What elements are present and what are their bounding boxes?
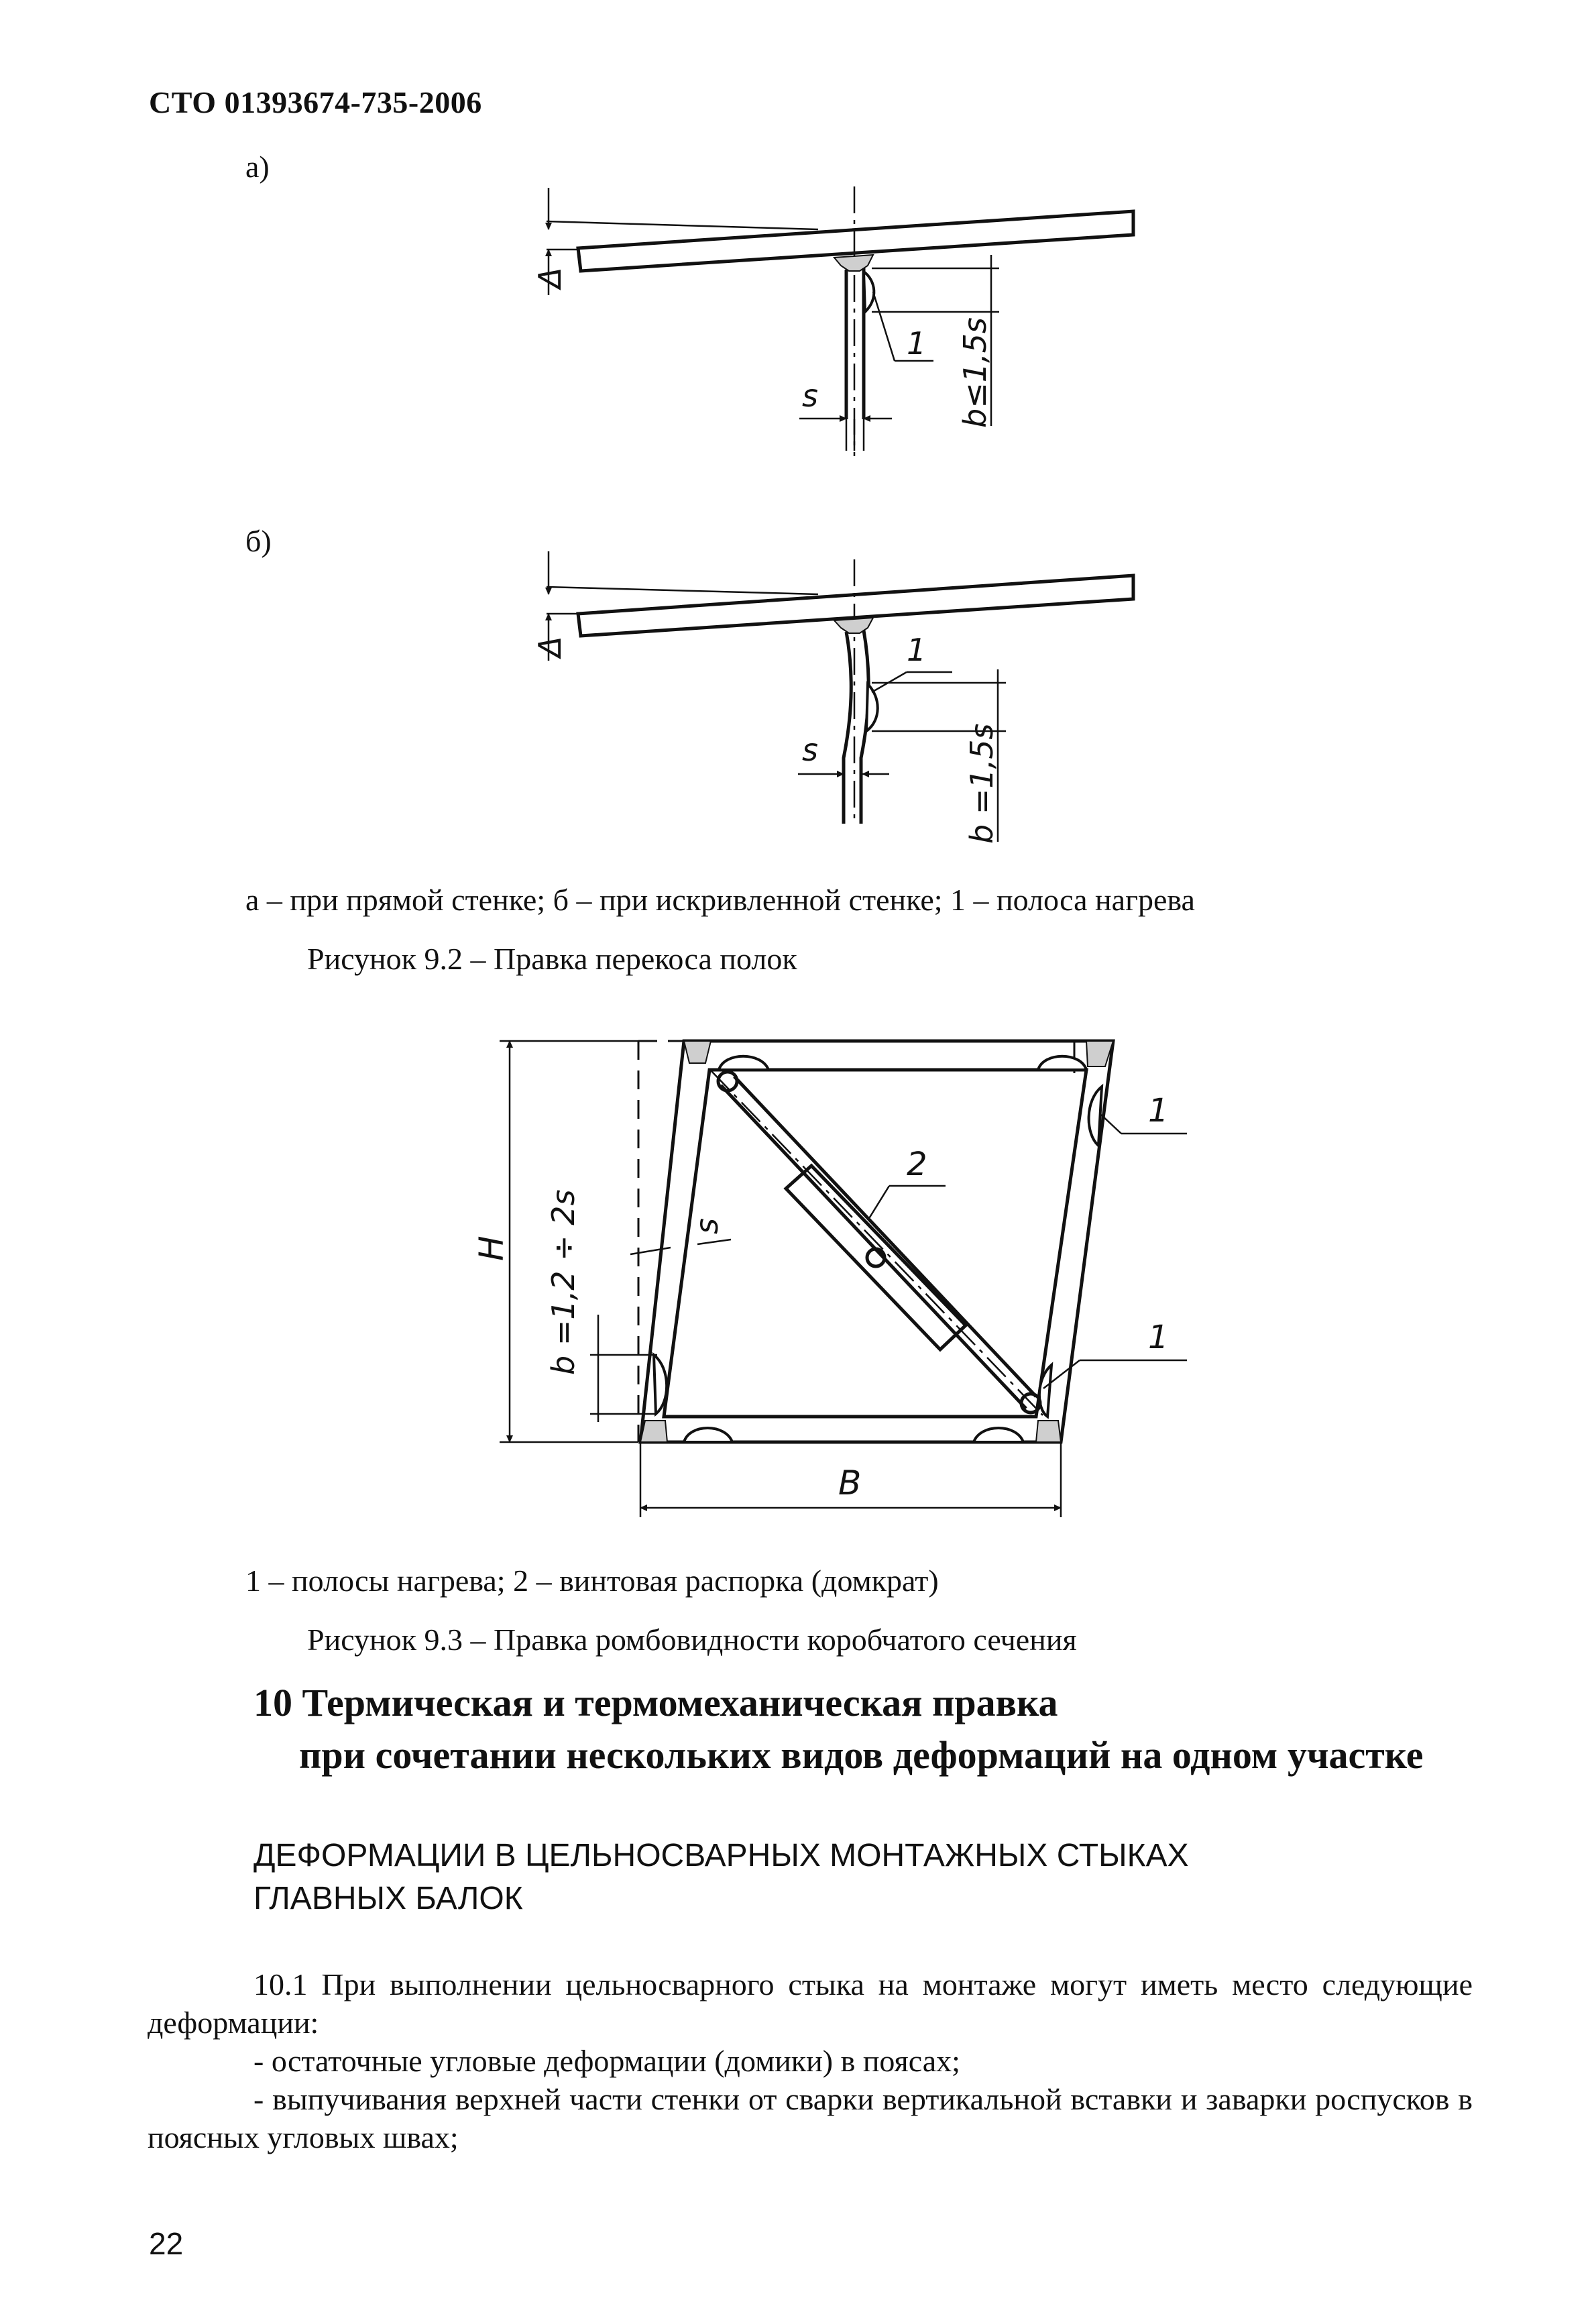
s-dimension-b: s [802, 732, 818, 768]
panel-b-label: б) [245, 524, 272, 558]
jack-body [786, 1166, 966, 1350]
heating-strip-top-left [719, 1056, 768, 1070]
figure-9-3-legend: 1 – полосы нагрева; 2 – винтовая распорка (домкрат) [245, 1563, 939, 1598]
B-dimension: B [838, 1464, 862, 1502]
paragraph-10-1: 10.1 При выполнении цельносварного стыка на монтаже могут иметь место следующие деформации: [148, 1967, 1473, 2040]
section-heading [253, 1677, 1423, 1781]
page-number: 22 [149, 2226, 184, 2261]
s-dimension-9-3: s [689, 1218, 725, 1234]
mark-1-a: 1 [907, 325, 927, 362]
document-code: СТО 01393674-735-2006 [149, 85, 482, 119]
weld-b [834, 618, 873, 633]
list-item-1: - остаточные угловые деформации (домики) в поясах; [253, 2044, 960, 2078]
figure-9-2-panel-a [532, 186, 1133, 456]
box-inner [664, 1070, 1086, 1417]
delta-b: Δ [532, 636, 568, 657]
heating-strip-a [864, 272, 874, 312]
heating-strip-top-right [1038, 1056, 1086, 1070]
delta-a: Δ [532, 267, 568, 288]
H-dimension: H [472, 1236, 511, 1261]
subheading-line1: ДЕФОРМАЦИИ В ЦЕЛЬНОСВАРНЫХ МОНТАЖНЫХ СТЫКАХ [253, 1838, 1189, 1873]
s-dimension-a: s [802, 378, 818, 414]
b-dimension-9-3: b =1,2 ÷ 2s [545, 1189, 581, 1375]
list-item-2: - выпучивания верхней части стенки от сварки вертикальной вставки и заварки роспусков в поясных угловых швах; [148, 2082, 1473, 2154]
heating-strip-bottom-right [974, 1428, 1023, 1442]
mark-2: 2 [907, 1146, 927, 1183]
subheading-line2: ГЛАВНЫХ БАЛОК [253, 1881, 523, 1916]
panel-a-label: а) [245, 150, 270, 184]
figure-9-2-caption: Рисунок 9.2 – Правка перекоса полок [307, 942, 797, 976]
jack-rod [721, 1085, 1026, 1409]
section-heading-line1: 10 Термическая и термомеханическая правка [253, 1681, 1058, 1724]
figure-9-2-legend: а – при прямой стенке; б – при искривленной стенке; 1 – полоса нагрева [245, 883, 1195, 917]
mark-1-b: 1 [907, 632, 927, 668]
b-dimension-b: b =1,5s [964, 723, 1000, 844]
mark-1-top: 1 [1148, 1092, 1169, 1130]
figure-9-2-panel-b [532, 551, 1133, 844]
heating-strip-bottom-left [684, 1428, 732, 1442]
weld-tl [684, 1041, 711, 1063]
heating-strip-right-top [1089, 1087, 1102, 1146]
b-dimension-a: b≤1,5s [957, 317, 993, 428]
figure-9-3-box-section [472, 1041, 1187, 1517]
weld-br [1036, 1421, 1061, 1442]
weld-a [834, 255, 873, 271]
web-b-left [844, 632, 851, 824]
figure-9-3-caption: Рисунок 9.3 – Правка ромбовидности коробчатого сечения [307, 1623, 1077, 1657]
mark-1-bottom: 1 [1148, 1319, 1169, 1356]
weld-bl [640, 1421, 667, 1442]
section-heading-line2: при сочетании нескольких видов деформаций на одном участке [299, 1733, 1424, 1777]
subheading [253, 1834, 1189, 1920]
